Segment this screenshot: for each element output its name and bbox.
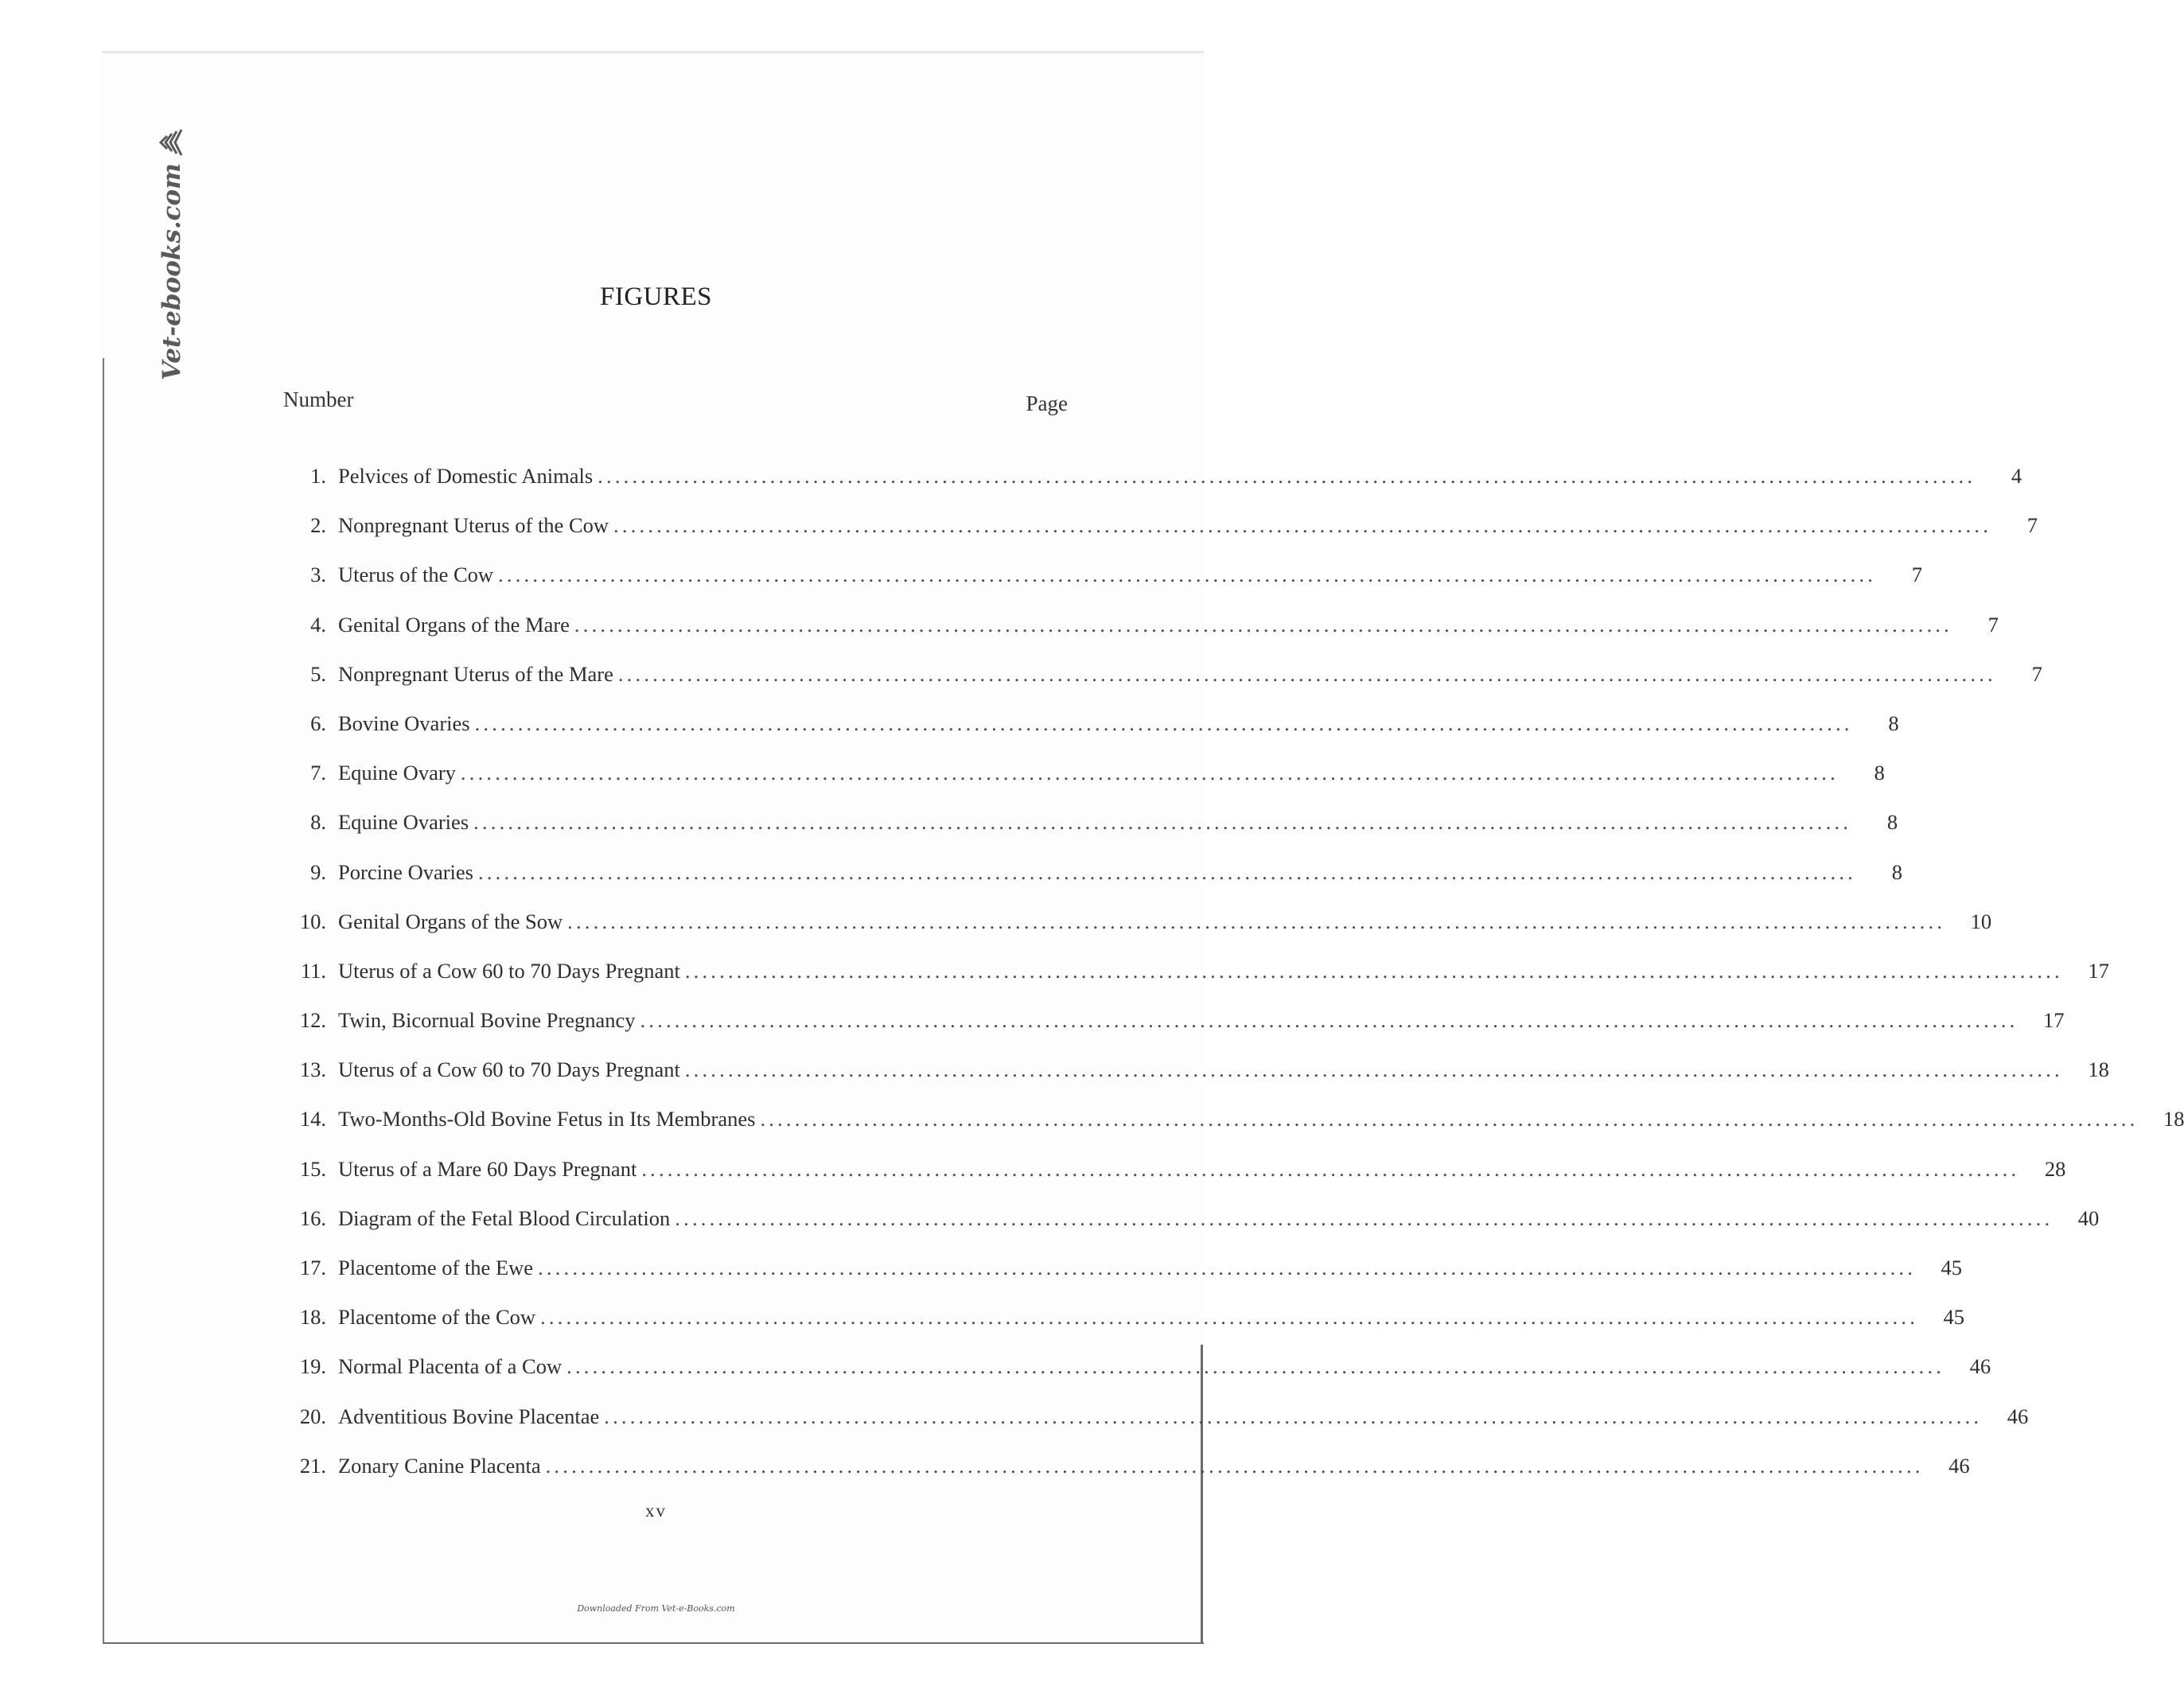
dot-leader: ................................................................................................................................................................ [474,711,1853,735]
figure-entry [286,905,1992,955]
figure-entry [286,757,1885,806]
figure-entry [286,1252,1963,1301]
figure-page-number: 28 [2044,1156,2066,1181]
book-logo-icon [158,127,186,158]
dot-leader: ................................................................................................................................................................ [641,1156,2020,1181]
figure-page-number: 7 [1911,563,1923,587]
figure-title: Nonpregnant Uterus of the Mare [338,661,613,686]
figure-entry [286,1350,1991,1400]
dot-leader: ................................................................................................................................................................ [538,1256,1917,1279]
figure-page-number: 45 [1941,1256,1963,1279]
figure-title: Placentome of the Ewe [338,1256,534,1279]
figure-entry [286,658,2042,707]
page-column-heading: Page [1026,391,1068,415]
figure-entry [286,609,1999,658]
figure-entry [286,1400,2029,1450]
figure-title: Uterus of a Mare 60 Days Pregnant [338,1156,637,1181]
dot-leader: ................................................................................................................................................................ [760,1107,2139,1131]
figure-number: 6. [310,711,326,735]
figure-entry [286,1153,2066,1202]
figure-number: 15. [299,1156,326,1181]
figure-page-number: 17 [2042,1008,2065,1033]
dot-leader: ................................................................................................................................................................ [566,1354,1945,1379]
scan-edge-left [103,358,104,1643]
figure-number: 9. [310,859,326,884]
figure-number: 12. [299,1008,326,1033]
watermark-text: Vet-ebooks.com [158,163,186,380]
figure-title: Porcine Ovaries [338,859,473,884]
figure-number: 10. [299,909,326,933]
figure-page-number: 4 [2011,464,2022,488]
dot-leader: ................................................................................................................................................................ [540,1305,1919,1330]
figure-title: Genital Organs of the Mare [338,612,570,637]
figure-title: Uterus of a Cow 60 to 70 Days Pregnant [338,1057,680,1082]
figure-title: Genital Organs of the Sow [338,909,563,933]
figure-entry [286,1450,1970,1499]
page-title: FIGURES [599,282,713,311]
dot-leader: ................................................................................................................................................................ [574,612,1952,637]
figure-number: 7. [310,761,326,785]
figure-entry [286,559,1923,608]
dot-leader: ................................................................................................................................................................ [598,464,1976,488]
figure-number: 20. [299,1404,326,1428]
figure-number: 5. [310,661,326,686]
figure-page-number: 8 [1874,761,1885,785]
figure-title: Adventitious Bovine Placentae [338,1404,600,1428]
figure-page-number: 7 [2031,661,2042,686]
figure-page-number: 8 [1888,711,1899,735]
dot-leader: ................................................................................................................................................................ [617,661,1996,686]
figure-number: 21. [299,1453,326,1478]
figure-page-number: 8 [1886,810,1898,835]
figure-title: Equine Ovary [338,761,456,785]
figure-page-number: 46 [2007,1404,2029,1428]
figure-title: Zonary Canine Placenta [338,1453,541,1478]
dot-leader: ................................................................................................................................................................ [684,958,2063,983]
figure-title: Normal Placenta of a Cow [338,1354,563,1379]
figure-entry [286,806,1898,855]
figure-number: 18. [299,1305,326,1330]
dot-leader: ................................................................................................................................................................ [460,761,1839,785]
figure-number: 1. [310,464,326,488]
figure-page-number: 46 [1969,1354,1991,1379]
scan-edge-bottom [103,1642,1204,1644]
figure-title: Diagram of the Fetal Blood Circulation [338,1205,671,1230]
figure-title: Pelvices of Domestic Animals [338,464,594,488]
figure-number: 16. [299,1205,326,1230]
dot-leader: ................................................................................................................................................................ [640,1008,2019,1033]
figure-entry [286,955,2109,1004]
dot-leader: ................................................................................................................................................................ [478,859,1856,884]
figure-page-number: 46 [1948,1453,1970,1478]
figure-number: 13. [299,1057,326,1082]
figure-entry [286,1004,2065,1053]
dot-leader: ................................................................................................................................................................ [675,1205,2054,1230]
dot-leader: ................................................................................................................................................................ [498,563,1877,587]
figure-entry [286,509,2038,559]
dot-leader: ................................................................................................................................................................ [613,513,1992,538]
figure-list [286,460,2184,1499]
figure-number: 4. [310,612,326,637]
figure-entry [286,1301,1965,1350]
page-folio: xv [645,1501,667,1521]
figure-entry [286,1103,2184,1152]
figure-entry [286,460,2022,509]
figure-title: Twin, Bicornual Bovine Pregnancy [338,1008,636,1033]
figure-page-number: 40 [2077,1205,2100,1230]
dot-leader: ................................................................................................................................................................ [604,1404,1983,1428]
figure-page-number: 45 [1943,1305,1965,1330]
figure-entry [286,707,1899,757]
figure-title: Two-Months-Old Bovine Fetus in Its Membranes [338,1107,756,1131]
figure-number: 11. [300,958,326,983]
figure-entry [286,856,1902,905]
figure-number: 17. [299,1256,326,1279]
dot-leader: ................................................................................................................................................................ [567,909,1946,933]
dot-leader: ................................................................................................................................................................ [545,1453,1924,1478]
scan-edge-right [1201,1345,1203,1643]
figure-entry [286,1053,2109,1103]
figure-number: 14. [299,1107,326,1131]
figure-entry [286,1202,2100,1252]
number-column-heading: Number [283,388,354,411]
dot-leader: ................................................................................................................................................................ [684,1057,2063,1082]
figure-title: Bovine Ovaries [338,711,470,735]
figure-number: 19. [299,1354,326,1379]
dot-leader: ................................................................................................................................................................ [473,810,1852,835]
figure-page-number: 7 [1987,612,1999,637]
download-note: Downloaded From Vet-e-Books.com [577,1603,735,1614]
figure-page-number: 7 [2026,513,2038,538]
figure-page-number: 8 [1891,859,1902,884]
figure-page-number: 18 [2163,1107,2184,1131]
vet-ebooks-watermark [143,163,200,380]
figure-page-number: 10 [1970,909,1992,933]
figure-title: Equine Ovaries [338,810,469,835]
figure-page-number: 17 [2088,958,2109,983]
figure-title: Uterus of the Cow [338,563,494,587]
figure-title: Uterus of a Cow 60 to 70 Days Pregnant [338,958,680,983]
figure-title: Placentome of the Cow [338,1305,536,1330]
figure-page-number: 18 [2088,1057,2109,1082]
figure-number: 2. [310,513,326,538]
figure-number: 8. [310,810,326,835]
figure-title: Nonpregnant Uterus of the Cow [338,513,609,538]
figure-number: 3. [310,563,326,587]
